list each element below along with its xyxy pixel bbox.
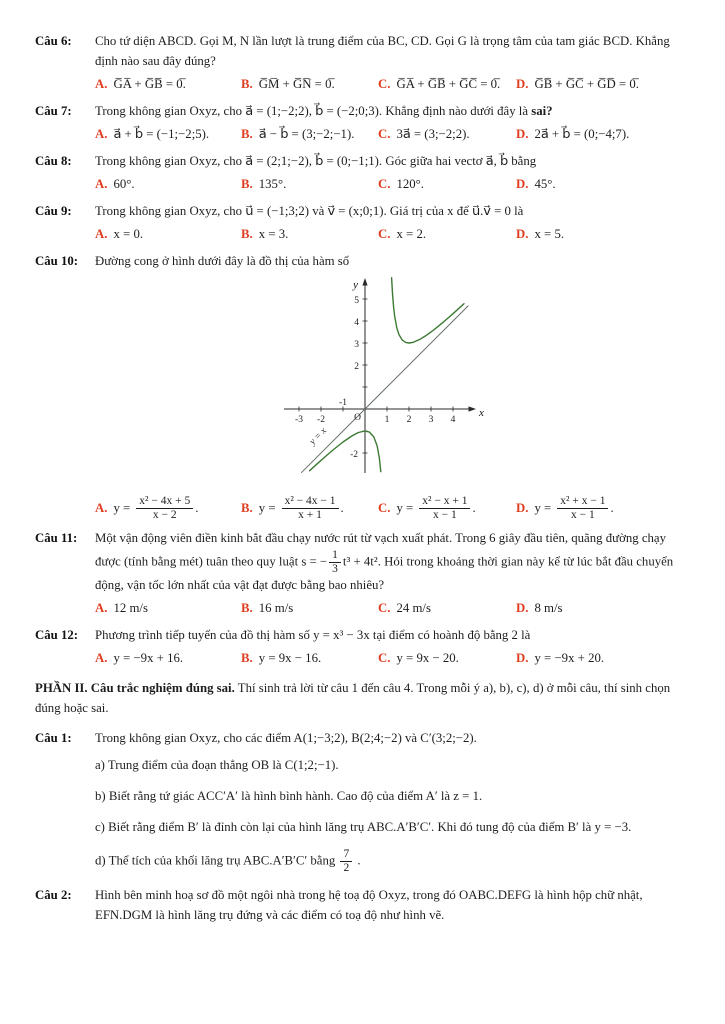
question-7-text-main: Trong không gian Oxyz, cho a⃗ = (1;−2;2), b⃗ = (−2;0;3). Khẳng định nào dưới đây là	[95, 103, 532, 118]
option-letter: B.	[241, 76, 253, 91]
question-9	[35, 202, 689, 245]
option-letter: B.	[241, 500, 253, 515]
asymptote-label: y = x	[308, 425, 329, 447]
part2-question-1-item-b: b) Biết rằng tứ giác ACC′A′ là hình bình hành. Cao độ của điểm A′ là z = 1.	[95, 788, 483, 803]
option-text: G̅A̅ + G̅B̅ = 0̅.	[113, 76, 186, 91]
option-text: G̅A̅ + G̅B̅ + G̅C̅ = 0̅.	[396, 76, 501, 91]
graph-container	[280, 276, 689, 488]
part2-question-1-item-d	[95, 848, 689, 875]
question-8	[35, 152, 689, 195]
option-letter: C.	[378, 600, 391, 615]
option-formula-lhs: y =	[396, 500, 414, 515]
option-letter: C.	[378, 650, 391, 665]
question-11-option-d	[516, 599, 689, 619]
part2-question-2-text: Hình bên minh hoạ sơ đồ một ngôi nhà trong hệ toạ độ Oxyz, trong đó OABC.DEFG là hình hộp chữ nhật, EFN.DGM là hình lăng trụ đứng và các điểm có toạ độ như hình vẽ.	[95, 888, 643, 923]
option-letter: D.	[516, 650, 529, 665]
option-text: 8 m/s	[534, 600, 563, 615]
x-axis-label: x	[479, 406, 484, 419]
question-11	[35, 529, 689, 619]
option-text: y = −9x + 16.	[113, 650, 184, 665]
question-8-body	[95, 152, 689, 195]
question-11-options	[95, 599, 689, 619]
question-11-text-before: Một vận động viên điền kinh bắt đầu chạy nước rút từ vạch xuất phát. Trong 6 giây đầu tiên, quãng đường chạy được (tính bằng mét) tuân theo quy luật s = −	[95, 531, 666, 569]
part2-question-2-number: Câu 2:	[35, 888, 72, 903]
question-6-option-b	[241, 75, 378, 95]
question-9-options	[95, 225, 689, 245]
y-axis-arrow-icon	[362, 278, 367, 286]
option-formula-lhs: y =	[258, 500, 276, 515]
question-8-option-d	[516, 175, 689, 195]
function-graph	[280, 276, 495, 481]
part2-question-1-body	[95, 729, 689, 749]
option-letter: B.	[241, 650, 253, 665]
option-letter: B.	[241, 126, 253, 141]
option-text: x = 3.	[258, 226, 289, 241]
question-6-number: Câu 6:	[35, 34, 72, 48]
question-7-text	[95, 102, 689, 122]
option-letter: B.	[241, 176, 253, 191]
question-8-option-b	[241, 175, 378, 195]
fraction-numerator: x² − x + 1	[419, 495, 470, 509]
question-8-option-c	[378, 175, 516, 195]
question-12-option-b	[241, 649, 378, 669]
option-text: 3a⃗ = (3;−2;2).	[396, 126, 470, 141]
fraction-numerator: x² + x − 1	[557, 495, 608, 509]
question-7-option-a	[95, 125, 241, 145]
item-d-text-after: .	[354, 853, 361, 868]
x-axis-arrow-icon	[469, 406, 477, 411]
question-12-option-d	[516, 649, 689, 669]
question-6-body	[95, 32, 689, 95]
option-text: y = 9x − 20.	[396, 650, 459, 665]
question-6-options	[95, 75, 689, 95]
fraction	[557, 495, 608, 522]
question-9-text: Trong không gian Oxyz, cho u⃗ = (−1;3;2) và v⃗ = (x;0;1). Giá trị của x để u⃗.v⃗ = 0 là	[95, 203, 524, 218]
option-letter: A.	[95, 500, 108, 515]
y-tick-label: 2	[354, 361, 359, 372]
option-letter: A.	[95, 226, 108, 241]
fraction-denominator: x − 1	[570, 509, 595, 522]
question-10-option-c	[378, 495, 516, 522]
y-tick-label: 4	[354, 317, 359, 328]
option-text: a⃗ + b⃗ = (−1;−2;5).	[113, 126, 210, 141]
y-tick-label: 3	[354, 339, 359, 350]
question-8-option-a	[95, 175, 241, 195]
option-text: 135°.	[258, 176, 287, 191]
question-6	[35, 32, 689, 95]
option-period: .	[610, 500, 614, 515]
question-12	[35, 626, 689, 669]
x-tick-label: 1	[384, 414, 390, 425]
question-10-options	[95, 495, 689, 522]
option-text: G̅M̅ + G̅N̅ = 0̅.	[258, 76, 335, 91]
option-text: 12 m/s	[113, 600, 148, 615]
question-6-option-c	[378, 75, 516, 95]
option-letter: D.	[516, 76, 529, 91]
x-tick-label: -2	[317, 414, 325, 425]
question-12-options	[95, 649, 689, 669]
x-tick-label: -1	[339, 397, 347, 408]
option-text: 24 m/s	[396, 600, 431, 615]
option-formula-lhs: y =	[534, 500, 552, 515]
question-12-option-c	[378, 649, 516, 669]
fraction-denominator: 3	[332, 563, 338, 576]
x-tick-label: 3	[428, 414, 434, 425]
fraction	[340, 848, 352, 875]
option-text: a⃗ − b⃗ = (3;−2;−1).	[258, 126, 355, 141]
question-12-text: Phương trình tiếp tuyến của đồ thị hàm số y = x³ − 3x tại điểm có hoành độ bằng 2 là	[95, 627, 531, 642]
fraction-numerator: 7	[340, 848, 352, 862]
question-9-option-a	[95, 225, 241, 245]
question-10-number: Câu 10:	[35, 253, 79, 268]
fraction	[282, 495, 339, 522]
question-11-text	[95, 529, 689, 596]
question-10-body	[95, 252, 689, 523]
fraction	[419, 495, 470, 522]
option-letter: C.	[378, 176, 391, 191]
question-7-text-bold: sai?	[531, 103, 553, 118]
part2-question-2-body	[95, 886, 689, 926]
x-tick-label: 2	[406, 414, 412, 425]
part2-heading	[35, 679, 689, 719]
x-tick-label: -3	[295, 414, 303, 425]
item-d-text-before: d) Thể tích của khối lăng trụ ABC.A′B′C′ bằng	[95, 853, 339, 868]
option-letter: A.	[95, 176, 108, 191]
part2-question-1-number: Câu 1:	[35, 730, 72, 745]
option-formula-lhs: y =	[113, 500, 131, 515]
part2-heading-rest: Thí sinh trả lời từ câu 1 đến câu 4. Trong mỗi ý a), b), c), d) ở mỗi câu, thí sinh chọn đúng hoặc sai.	[35, 680, 671, 715]
fraction-denominator: 2	[343, 862, 350, 875]
asymptote-line-y-equals-x	[301, 305, 468, 472]
option-letter: C.	[378, 126, 391, 141]
option-text: x = 2.	[396, 226, 427, 241]
question-9-option-c	[378, 225, 516, 245]
option-text: 2a⃗ + b⃗ = (0;−4;7).	[534, 126, 630, 141]
question-8-options	[95, 175, 689, 195]
question-10-option-a	[95, 495, 241, 522]
question-6-option-d	[516, 75, 689, 95]
question-6-text: Cho tứ diện ABCD. Gọi M, N lần lượt là trung điểm của BC, CD. Gọi G là trọng tâm của tam giác BCD. Khẳng định nào sau đây đúng?	[95, 34, 670, 68]
question-8-number: Câu 8:	[35, 153, 72, 168]
option-letter: C.	[378, 226, 391, 241]
option-period: .	[472, 500, 476, 515]
option-letter: B.	[241, 600, 253, 615]
question-9-number: Câu 9:	[35, 203, 72, 218]
option-letter: D.	[516, 126, 529, 141]
question-12-number: Câu 12:	[35, 627, 79, 642]
fraction-denominator: x + 1	[298, 509, 322, 522]
fraction-numerator: x² − 4x + 5	[136, 495, 193, 509]
option-letter: B.	[241, 226, 253, 241]
option-text: G̅B̅ + G̅C̅ + G̅D̅ = 0̅.	[534, 76, 639, 91]
option-letter: A.	[95, 650, 108, 665]
question-7-options	[95, 125, 689, 145]
part2-heading-bold: PHẦN II. Câu trắc nghiệm đúng sai.	[35, 680, 235, 695]
option-letter: D.	[516, 600, 529, 615]
fraction-numerator: 1	[329, 549, 341, 563]
option-text: x = 5.	[534, 226, 565, 241]
part2-question-1-item-c: c) Biết rằng điểm B′ là đỉnh còn lại của hình lăng trụ ABC.A′B′C′. Khi đó tung độ của điểm B′ là y = −3.	[95, 819, 632, 834]
question-9-body	[95, 202, 689, 245]
origin-label: O	[354, 412, 361, 423]
curve-right-branch	[392, 277, 464, 342]
question-12-body	[95, 626, 689, 669]
question-7-option-b	[241, 125, 378, 145]
question-9-option-b	[241, 225, 378, 245]
option-period: .	[195, 500, 199, 515]
fraction-numerator: x² − 4x − 1	[282, 495, 339, 509]
option-letter: D.	[516, 500, 529, 515]
fraction-denominator: x − 1	[432, 509, 457, 522]
fraction	[329, 549, 341, 576]
question-7-option-d	[516, 125, 689, 145]
part2-question-1	[35, 729, 689, 749]
question-10-text: Đường cong ở hình dưới đây là đồ thị của hàm số	[95, 253, 350, 268]
y-axis-label: y	[353, 278, 358, 291]
y-tick-label: -2	[350, 449, 358, 460]
question-7-option-c	[378, 125, 516, 145]
y-tick-label: 5	[354, 295, 359, 306]
question-10	[35, 252, 689, 523]
option-letter: C.	[378, 500, 391, 515]
question-8-text: Trong không gian Oxyz, cho a⃗ = (2;1;−2), b⃗ = (0;−1;1). Góc giữa hai vectơ a⃗, b⃗ bằng	[95, 153, 537, 168]
option-text: y = 9x − 16.	[258, 650, 322, 665]
question-11-option-b	[241, 599, 378, 619]
fraction	[136, 495, 193, 522]
option-letter: A.	[95, 76, 108, 91]
question-10-option-b	[241, 495, 378, 522]
option-text: x = 0.	[113, 226, 144, 241]
question-11-text-after: t³ + 4t². Hỏi trong khoảng thời gian này kể từ lúc bắt đầu chuyển động, vận tốc lớn nhất của vật đạt được bằng bao nhiêu?	[95, 554, 674, 592]
option-letter: D.	[516, 176, 529, 191]
option-letter: C.	[378, 76, 391, 91]
option-text: 60°.	[113, 176, 135, 191]
question-10-option-d	[516, 495, 689, 522]
question-7-number: Câu 7:	[35, 103, 72, 118]
option-text: 16 m/s	[258, 600, 294, 615]
part2-question-1-text: Trong không gian Oxyz, cho các điểm A(1;−3;2), B(2;4;−2) và C′(3;2;−2).	[95, 730, 477, 745]
option-text: 120°.	[396, 176, 424, 191]
x-tick-label: 4	[450, 414, 456, 425]
question-7-body	[95, 102, 689, 145]
part2-question-2	[35, 886, 689, 926]
question-11-body	[95, 529, 689, 619]
option-period: .	[340, 500, 344, 515]
fraction-denominator: x − 2	[152, 509, 177, 522]
option-letter: A.	[95, 126, 108, 141]
option-letter: A.	[95, 600, 108, 615]
question-9-option-d	[516, 225, 689, 245]
option-letter: D.	[516, 226, 529, 241]
part2-question-1-item-a: a) Trung điểm của đoạn thẳng OB là C(1;2;−1).	[95, 757, 339, 772]
question-6-option-a	[95, 75, 241, 95]
question-11-number: Câu 11:	[35, 531, 78, 546]
question-11-option-c	[378, 599, 516, 619]
question-7	[35, 102, 689, 145]
question-11-option-a	[95, 599, 241, 619]
question-12-option-a	[95, 649, 241, 669]
option-text: y = −9x + 20.	[534, 650, 605, 665]
option-text: 45°.	[534, 176, 556, 191]
